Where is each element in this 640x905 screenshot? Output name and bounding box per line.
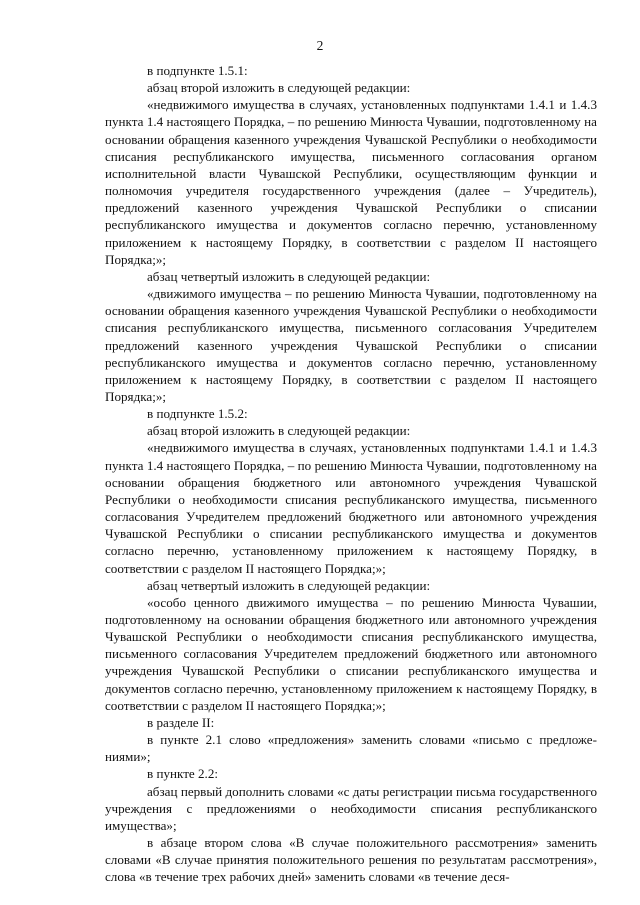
paragraph-instruction: абзац четвертый изложить в следующей редакции:: [147, 577, 431, 593]
paragraph-instruction: абзац второй изложить в следующей редакции:: [147, 423, 411, 439]
paragraph-subpoint-1-5-1: в подпункте 1.5.1:: [147, 63, 248, 78]
paragraph-quoted-text: «недвижимого имущества в случаях, установленных подпунктами 1.4.1 и 1.4.3 пункта 1.4 настоящего Порядка, – по решению Минюста Чувашии, подготовленному на основании обращения бюджетного или автономного учреждения Чувашской Республики о необходимости списания республиканского имущества, письменного согласования Учредителем предложений бюджетного или автономного учреждения Чувашской Республики о списании республиканского имущества и документов согласно перечню, установленному приложением к настоящему Порядку, в соответствии с разделом II настоящего Порядка;»;: [105, 440, 597, 576]
document-body: [105, 62, 597, 886]
paragraph-instruction: абзац четвертый изложить в следующей редакции:: [147, 268, 431, 284]
page-number: 2: [316, 38, 324, 53]
paragraph-point-2-2: в пункте 2.2:: [147, 766, 219, 782]
paragraph-point-2-1: в пункте 2.1 слово «предложения» заменить словами «письмо с предложениями»;: [105, 732, 597, 765]
paragraph-instruction: абзац второй изложить в следующей редакции:: [147, 80, 411, 96]
paragraph-subpoint-1-5-2: в подпункте 1.5.2:: [147, 406, 248, 422]
paragraph-amendment: абзац первый дополнить словами «с даты регистрации письма государственного учреждения с предложениями о необходимости списания республиканского имущества»;: [105, 783, 597, 833]
paragraph-quoted-text: «недвижимого имущества в случаях, установленных подпунктами 1.4.1 и 1.4.3 пункта 1.4 настоящего Порядка, – по решению Минюста Чувашии, подготовленному на основании обращения казенного учреждения Чувашской Республики о необходимости списания республиканского имущества, письменного согласования органом исполнительной власти Чувашской Республики, осуществляющим функции и полномочия учредителя государственного учреждения (далее – Учредитель), предложений казенного учреждения Чувашской Республики о списании республиканского имущества и документов согласно перечню, установленному приложением к настоящему Порядку, в соответствии с разделом II настоящего Порядка;»;: [105, 97, 597, 267]
paragraph-quoted-text: «особо ценного движимого имущества – по решению Минюста Чувашии, подготовленному на основании обращения бюджетного или автономного учреждения Чувашской Республики о необходимости списания республиканского имущества, письменного согласования Учредителем предложений бюджетного или автономного учреждения Чувашской Республики о списании республиканского имущества и документов согласно перечню, установленному приложением к настоящему Порядку, в соответствии с разделом II настоящего Порядка;»;: [105, 594, 597, 713]
paragraph-amendment: в абзаце втором слова «В случае положительного рассмотрения» заменить словами «В случае принятия положительного решения по результатам рассмотрения», слова «в течение трех рабочих дней» заменить словами «в течение деся-: [105, 835, 597, 885]
paragraph-quoted-text: «движимого имущества – по решению Минюста Чувашии, подготовленному на основании обращения казенного учреждения Чувашской Республики о необходимости списания республиканского имущества, письменного согласования Учредителем предложений казенного учреждения Чувашской Республики о списании республиканского имущества и документов согласно перечню, установленному приложением к настоящему Порядку, в соответствии с разделом II настоящего Порядка;»;: [105, 286, 597, 404]
paragraph-section-ii: в разделе II:: [147, 714, 215, 730]
